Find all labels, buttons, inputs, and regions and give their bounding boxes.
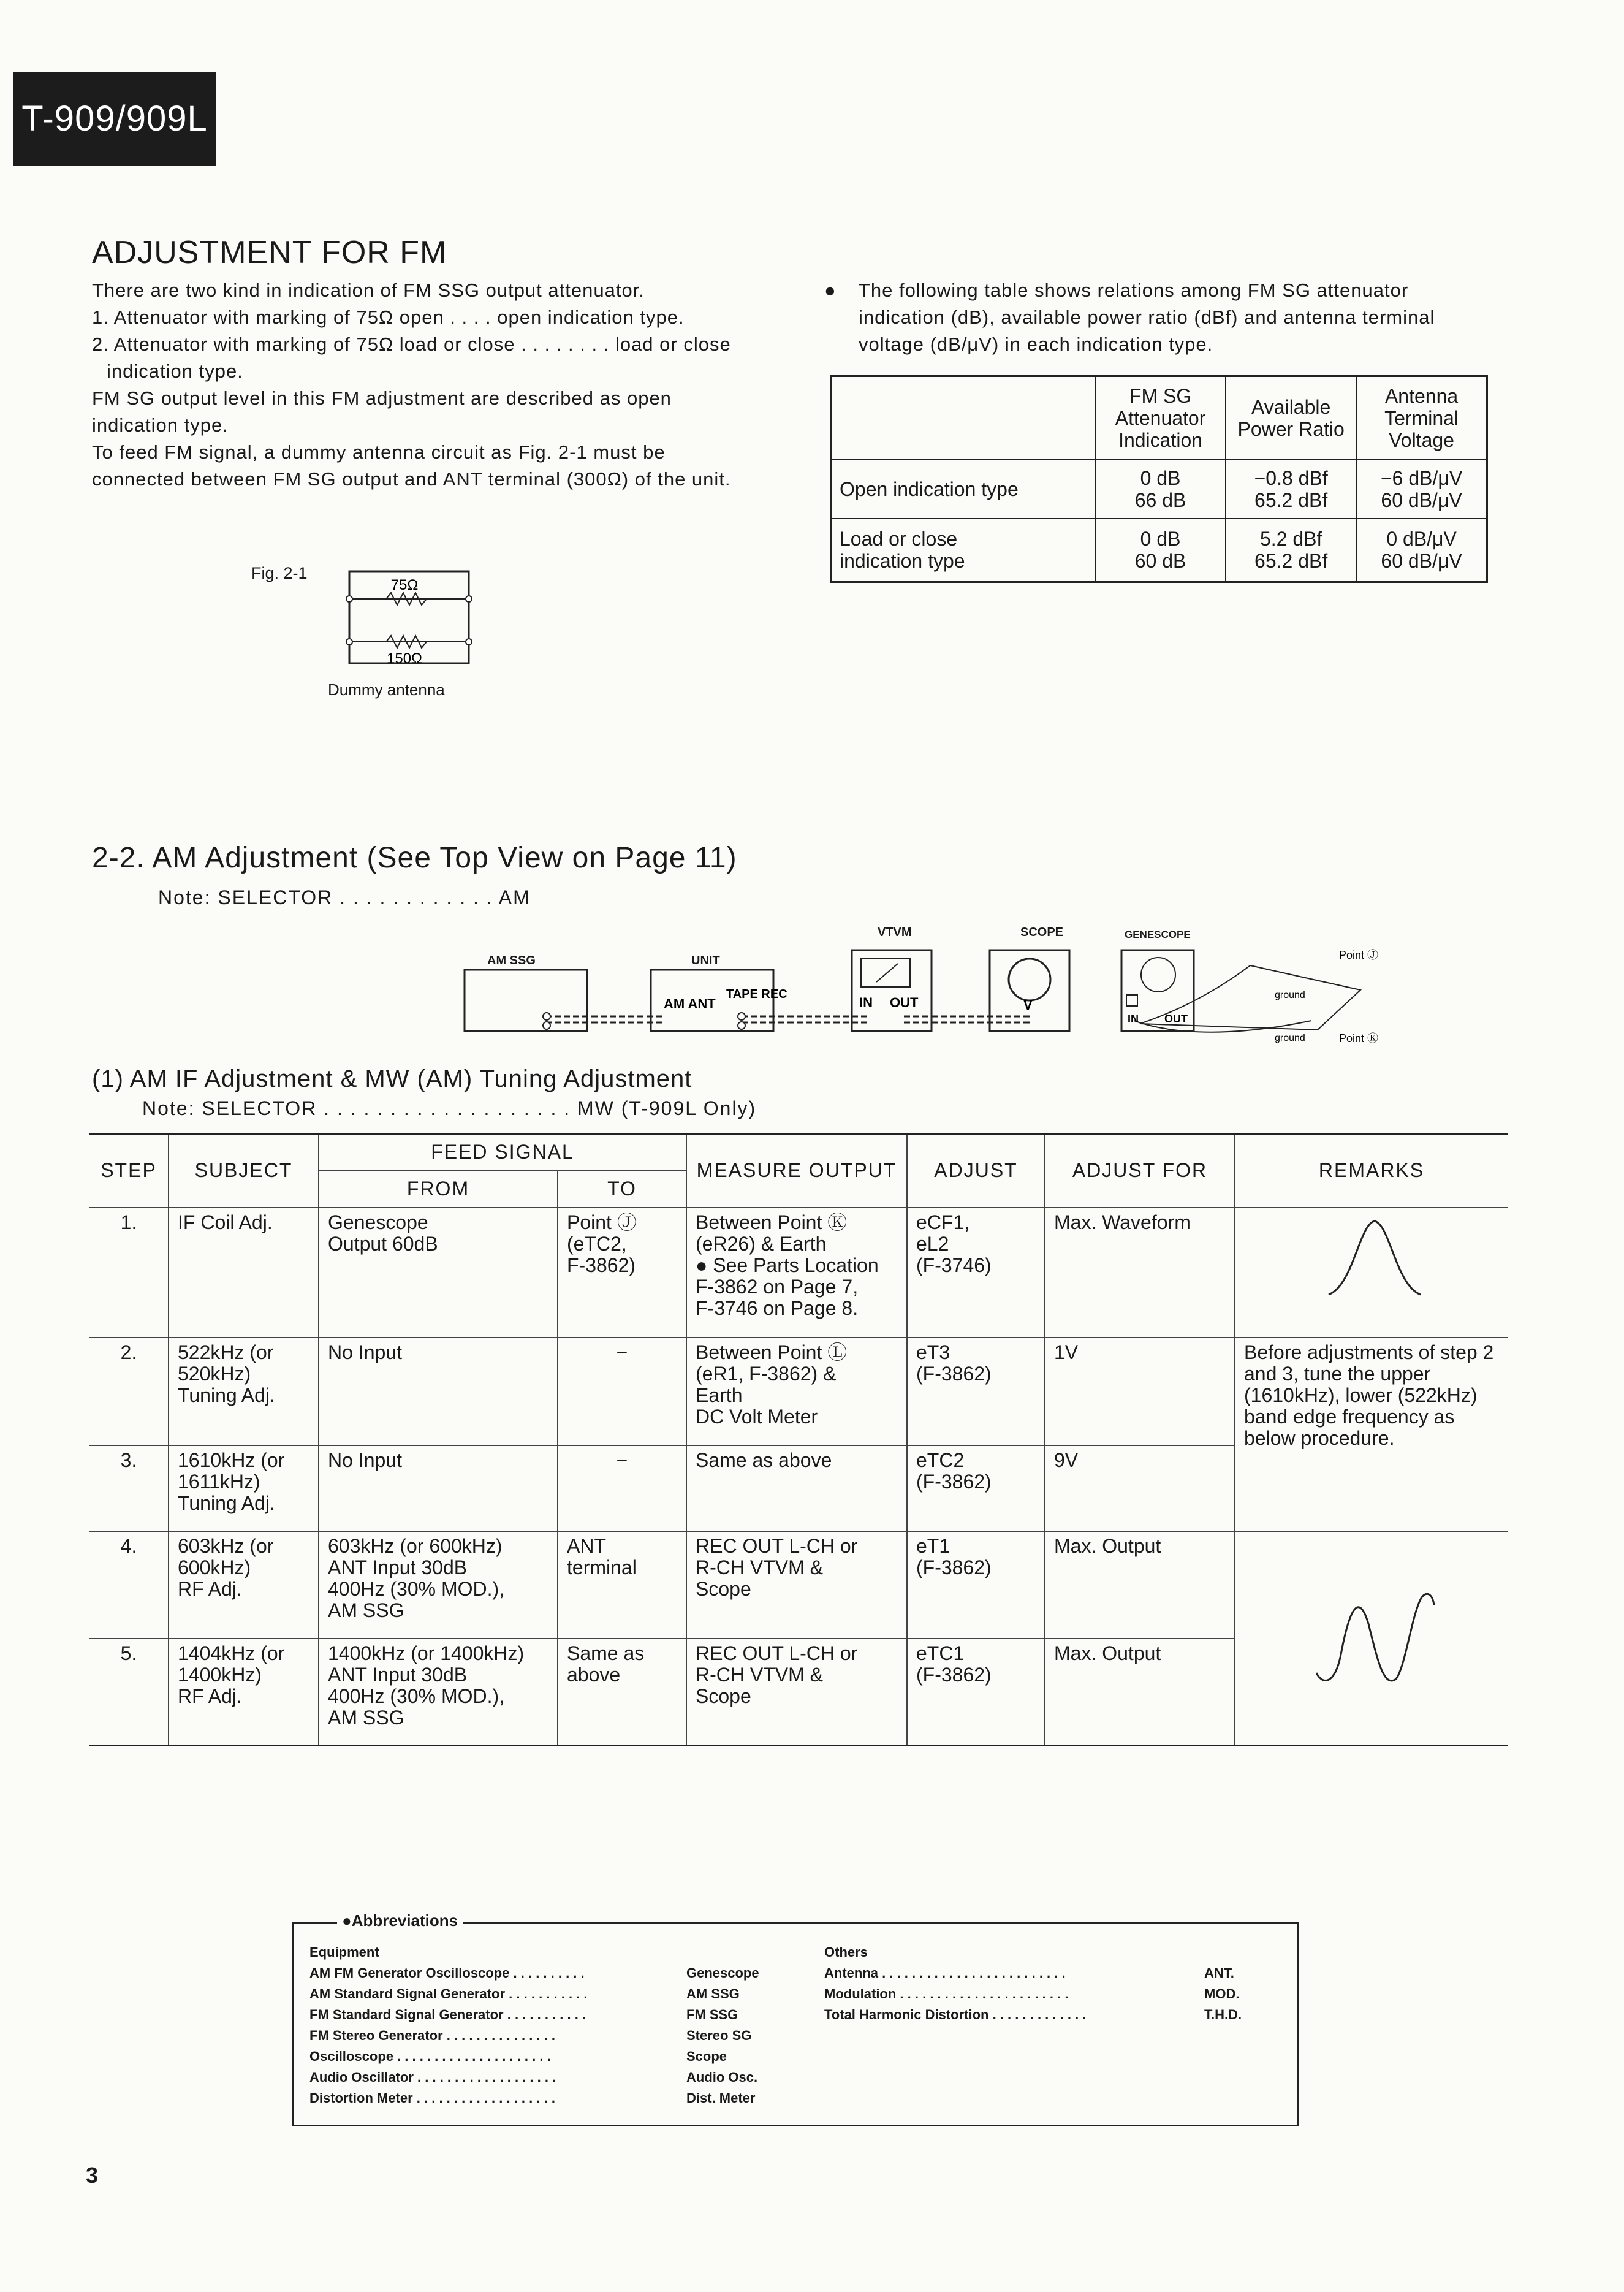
cell-step: 3. (89, 1445, 169, 1531)
dummy-antenna-diagram (343, 565, 478, 688)
am-ssg-label: AM SSG (487, 954, 536, 967)
cell-adjust-for: 1V (1045, 1338, 1235, 1445)
equipment-names (309, 1942, 588, 2109)
list-item: FM SSG (686, 2007, 738, 2022)
list-item: AM Standard Signal Generator . . . . . . . . . . . (309, 1986, 588, 2001)
fm-right-text (824, 277, 1492, 358)
table-row (832, 460, 1487, 519)
col-to: TO (558, 1171, 686, 1208)
fm-row-label: Open indication type (832, 460, 1095, 519)
list-item: Modulation . . . . . . . . . . . . . . . . . . . . . . . (824, 1986, 1069, 2001)
fm-cell-att: 0 dB 60 dB (1095, 519, 1226, 582)
fm-para-1: 1. Attenuator with marking of 75Ω open . . . . open indication type. (92, 306, 685, 328)
fm-table-header-att: FM SG Attenuator Indication (1095, 376, 1226, 460)
others-heading: Others (824, 1944, 868, 1960)
ground-label: ground (1275, 990, 1305, 1000)
list-item: Antenna . . . . . . . . . . . . . . . . . . . . . . . . . (824, 1965, 1066, 1981)
cell-remarks-2-3: Before adjustments of step 2 and 3, tune the upper (1610kHz), lower (522kHz) band edge frequency as below procedure. (1235, 1338, 1508, 1531)
bell-waveform-icon (1316, 1212, 1427, 1304)
cell-subject: 1404kHz (or 1400kHz) RF Adj. (169, 1639, 319, 1746)
cell-to: − (558, 1445, 686, 1531)
cell-subject: IF Coil Adj. (169, 1208, 319, 1338)
am-sub-heading: (1) AM IF Adjustment & MW (AM) Tuning Adjustment (92, 1065, 692, 1092)
fm-para-2: 2. Attenuator with marking of 75Ω load or close . . . . . . . . load or close indication type. (92, 333, 731, 382)
scope-v-label: V (1023, 997, 1033, 1013)
cell-subject: 1610kHz (or 1611kHz) Tuning Adj. (169, 1445, 319, 1531)
scope-label: SCOPE (1020, 926, 1064, 939)
cell-to: ANT terminal (558, 1531, 686, 1639)
col-subject: SUBJECT (169, 1134, 319, 1208)
cell-adjust-for: Max. Output (1045, 1639, 1235, 1746)
cell-adjust: eCF1, eL2 (F-3746) (907, 1208, 1045, 1338)
fm-para-3: FM SG output level in this FM adjustment are described as open indication type. (92, 387, 672, 436)
list-item: Scope (686, 2049, 727, 2064)
list-item: Oscilloscope . . . . . . . . . . . . . . . . . . . . . (309, 2049, 551, 2064)
cell-adjust-for: Max. Waveform (1045, 1208, 1235, 1338)
col-adjust: ADJUST (907, 1134, 1045, 1208)
list-item: Genescope (686, 1965, 759, 1981)
list-item: Total Harmonic Distortion . . . . . . . . . . . . . (824, 2007, 1087, 2022)
sine-waveform-icon (1304, 1581, 1439, 1691)
cell-measure: Same as above (686, 1445, 907, 1531)
fm-cell-volt: −6 dB/μV 60 dB/μV (1356, 460, 1487, 519)
equipment-heading: Equipment (309, 1944, 379, 1960)
cell-adjust: eT3 (F-3862) (907, 1338, 1045, 1445)
cell-remarks-4-5 (1235, 1531, 1508, 1746)
list-item: ANT. (1204, 1965, 1234, 1981)
am-note: Note: SELECTOR . . . . . . . . . . . . AM (158, 886, 531, 908)
cell-subject: 603kHz (or 600kHz) RF Adj. (169, 1531, 319, 1639)
abbreviations-title: ●Abbreviations (337, 1911, 463, 1930)
list-item: T.H.D. (1204, 2007, 1242, 2022)
col-step: STEP (89, 1134, 169, 1208)
fm-cell-pwr: −0.8 dBf 65.2 dBf (1226, 460, 1356, 519)
cell-from: 603kHz (or 600kHz) ANT Input 30dB 400Hz (30% MOD.), AM SSG (319, 1531, 558, 1639)
vtvm-label: VTVM (878, 926, 912, 939)
model-tag: T-909/909L (13, 72, 216, 166)
others-abbrs (1204, 1963, 1242, 2025)
fm-row-label: Load or close indication type (832, 519, 1095, 582)
table-row (832, 519, 1487, 582)
cell-from: No Input (319, 1338, 558, 1445)
fm-cell-pwr: 5.2 dBf 65.2 dBf (1226, 519, 1356, 582)
list-item: Dist. Meter (686, 2090, 756, 2106)
list-item: Stereo SG (686, 2028, 752, 2043)
fm-heading: ADJUSTMENT FOR FM (92, 235, 447, 270)
tape-rec-label: TAPE REC (726, 988, 787, 1001)
list-item: FM Stereo Generator . . . . . . . . . . . . . . . (309, 2028, 555, 2043)
table-row (89, 1531, 1508, 1639)
am-heading: 2-2. AM Adjustment (See Top View on Page 11) (92, 842, 737, 874)
r1-label: 75Ω (390, 577, 419, 593)
cell-subject: 522kHz (or 520kHz) Tuning Adj. (169, 1338, 319, 1445)
fm-left-text (92, 277, 748, 493)
fm-cell-volt: 0 dB/μV 60 dB/μV (1356, 519, 1487, 582)
cell-to: Same as above (558, 1639, 686, 1746)
cell-measure: REC OUT L-CH or R-CH VTVM & Scope (686, 1531, 907, 1639)
bullet-icon: ● (824, 280, 837, 301)
point-k-label: Point Ⓚ (1339, 1032, 1379, 1045)
genescope-out-label: OUT (1164, 1013, 1188, 1025)
table-row (89, 1208, 1508, 1338)
cell-adjust-for: 9V (1045, 1445, 1235, 1531)
cell-adjust: eTC2 (F-3862) (907, 1445, 1045, 1531)
genescope-label: GENESCOPE (1125, 929, 1191, 940)
point-j-label: Point Ⓙ (1339, 949, 1379, 961)
col-from: FROM (319, 1171, 558, 1208)
am-connection-diagram (453, 944, 1434, 1054)
am-sub-note: Note: SELECTOR . . . . . . . . . . . . . . . . . . . MW (T-909L Only) (142, 1097, 757, 1119)
cell-adjust: eT1 (F-3862) (907, 1531, 1045, 1639)
list-item: MOD. (1204, 1986, 1240, 2001)
col-adjust-for: ADJUST FOR (1045, 1134, 1235, 1208)
cell-adjust: eTC1 (F-3862) (907, 1639, 1045, 1746)
equipment-abbrs (686, 1963, 759, 2109)
fig-label: Fig. 2-1 (251, 564, 308, 582)
genescope-in-label: IN (1128, 1013, 1139, 1025)
list-item: FM Standard Signal Generator . . . . . . . . . . . (309, 2007, 586, 2022)
col-remarks: REMARKS (1235, 1134, 1508, 1208)
table-row (89, 1338, 1508, 1445)
fig-caption: Dummy antenna (328, 680, 445, 699)
fm-para-4: To feed FM signal, a dummy antenna circuit as Fig. 2-1 must be connected between FM SG output and ANT terminal (300Ω) of the unit. (92, 441, 731, 490)
cell-measure: Between Point Ⓚ (eR26) & Earth ● See Parts Location F-3862 on Page 7, F-3746 on Page 8. (686, 1208, 907, 1338)
cell-step: 4. (89, 1531, 169, 1639)
list-item: AM SSG (686, 1986, 740, 2001)
list-item: AM FM Generator Oscilloscope . . . . . . . . . . (309, 1965, 585, 1981)
cell-from: No Input (319, 1445, 558, 1531)
page-number: 3 (86, 2163, 99, 2188)
fm-right-para: The following table shows relations among FM SG attenuator indication (dB), available power ratio (dBf) and antenna terminal voltage (dB/μV) in each indication type. (859, 280, 1435, 355)
fm-attenuator-table (830, 375, 1488, 583)
col-measure: MEASURE OUTPUT (686, 1134, 907, 1208)
fm-para-0: There are two kind in indication of FM SSG output attenuator. (92, 280, 645, 301)
cell-adjust-for: Max. Output (1045, 1531, 1235, 1639)
others-names (824, 1942, 1086, 2025)
list-item: Audio Osc. (686, 2069, 758, 2085)
fm-table-header-volt: Antenna Terminal Voltage (1356, 376, 1487, 460)
cell-to: Point Ⓙ (eTC2, F-3862) (558, 1208, 686, 1338)
r2-label: 150Ω (387, 650, 422, 667)
list-item: Audio Oscillator . . . . . . . . . . . . . . . . . . . (309, 2069, 556, 2085)
cell-measure: REC OUT L-CH or R-CH VTVM & Scope (686, 1639, 907, 1746)
cell-step: 1. (89, 1208, 169, 1338)
col-feed-signal: FEED SIGNAL (319, 1134, 686, 1171)
cell-from: Genescope Output 60dB (319, 1208, 558, 1338)
fm-cell-att: 0 dB 66 dB (1095, 460, 1226, 519)
fm-table-corner (832, 376, 1095, 460)
cell-step: 2. (89, 1338, 169, 1445)
fm-table-header-pwr: Available Power Ratio (1226, 376, 1356, 460)
vtvm-out-label: OUT (890, 995, 919, 1010)
cell-from: 1400kHz (or 1400kHz) ANT Input 30dB 400Hz (30% MOD.), AM SSG (319, 1639, 558, 1746)
ground-label-2: ground (1275, 1033, 1305, 1043)
am-adjustment-table (89, 1133, 1508, 1746)
cell-step: 5. (89, 1639, 169, 1746)
unit-label: UNIT (691, 954, 720, 967)
vtvm-in-label: IN (859, 995, 873, 1010)
cell-to: − (558, 1338, 686, 1445)
cell-measure: Between Point Ⓛ (eR1, F-3862) & Earth DC Volt Meter (686, 1338, 907, 1445)
list-item: Distortion Meter . . . . . . . . . . . . . . . . . . . (309, 2090, 555, 2106)
am-ant-label: AM ANT (664, 996, 716, 1011)
cell-remarks (1235, 1208, 1508, 1338)
